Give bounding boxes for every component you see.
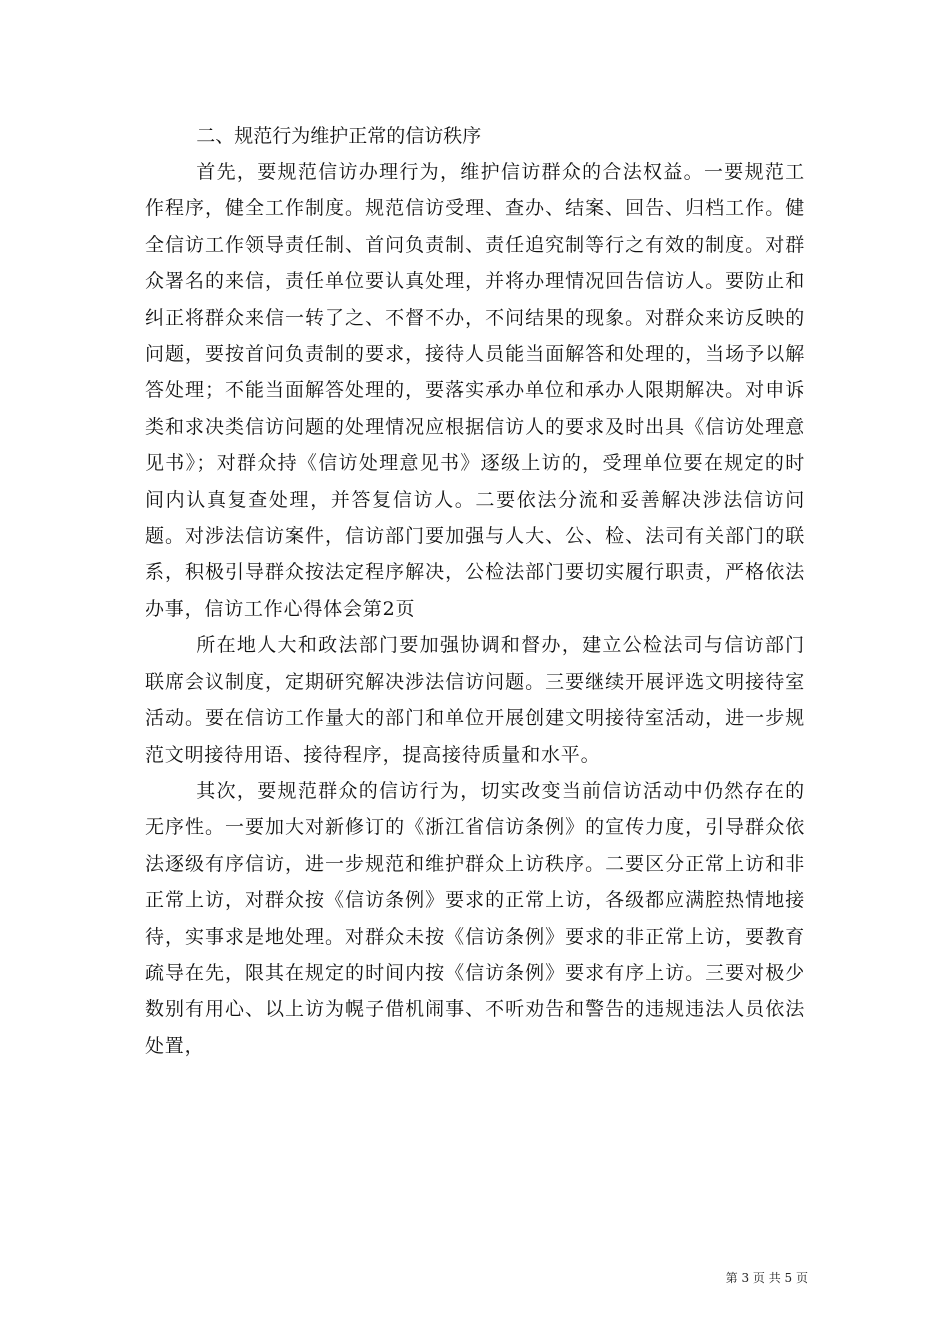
paragraph-2: 所在地人大和政法部门要加强协调和督办，建立公检法司与信访部门联席会议制度，定期研究解决涉法信访问题。三要继续开展评选文明接待室活动。要在信访工作量大的部门和单位开展创建文明接待室活动，进一步规范文明接待用语、接待程序，提高接待质量和水平。 xyxy=(145,634,805,766)
section-heading: 二、规范行为维护正常的信访秩序 xyxy=(196,125,482,147)
paragraph-1: 首先，要规范信访办理行为，维护信访群众的合法权益。一要规范工作程序，健全工作制度。规范信访受理、查办、结案、回告、归档工作。健全信访工作领导责任制、首问负责制、责任追究制等行之有效的制度。对群众署名的来信，责任单位要认真处理，并将办理情况回告信访人。要防止和纠正将群众来信一转了之、不督不办，不问结果的现象。对群众来访反映的问题，要按首问负责制的要求，接待人员能当面解答和处理的，当场予以解答处理；不能当面解答处理的，要落实承办单位和承办人限期解决。对申诉类和求决类信访问题的处理情况应根据信访人的要求及时出具《信访处理意见书》；对群众持《信访处理意见书》逐级上访的，受理单位要在规定的时间内认真复查处理，并答复信访人。二要依法分流和妥善解决涉法信访问题。对涉法信访案件，信访部门要加强与人大、公、检、法司有关部门的联系，积极引导群众按法定程序解决，公检法部门要切实履行职责，严格依法办事，信访工作心得体会第2页 xyxy=(145,161,805,620)
page-number-footer: 第 3 页 共 5 页 xyxy=(725,1271,808,1285)
paragraph-3: 其次，要规范群众的信访行为，切实改变当前信访活动中仍然存在的无序性。一要加大对新修订的《浙江省信访条例》的宣传力度，引导群众依法逐级有序信访，进一步规范和维护群众上访秩序。二要区分正常上访和非正常上访，对群众按《信访条例》要求的正常上访，各级都应满腔热情地接待，实事求是地处理。对群众未按《信访条例》要求的非正常上访，要教育疏导在先，限其在规定的时间内按《信访条例》要求有序上访。三要对极少数别有用心、以上访为幌子借机闹事、不听劝告和警告的违规违法人员依法处置， xyxy=(145,779,805,1057)
document-body xyxy=(145,118,805,1064)
